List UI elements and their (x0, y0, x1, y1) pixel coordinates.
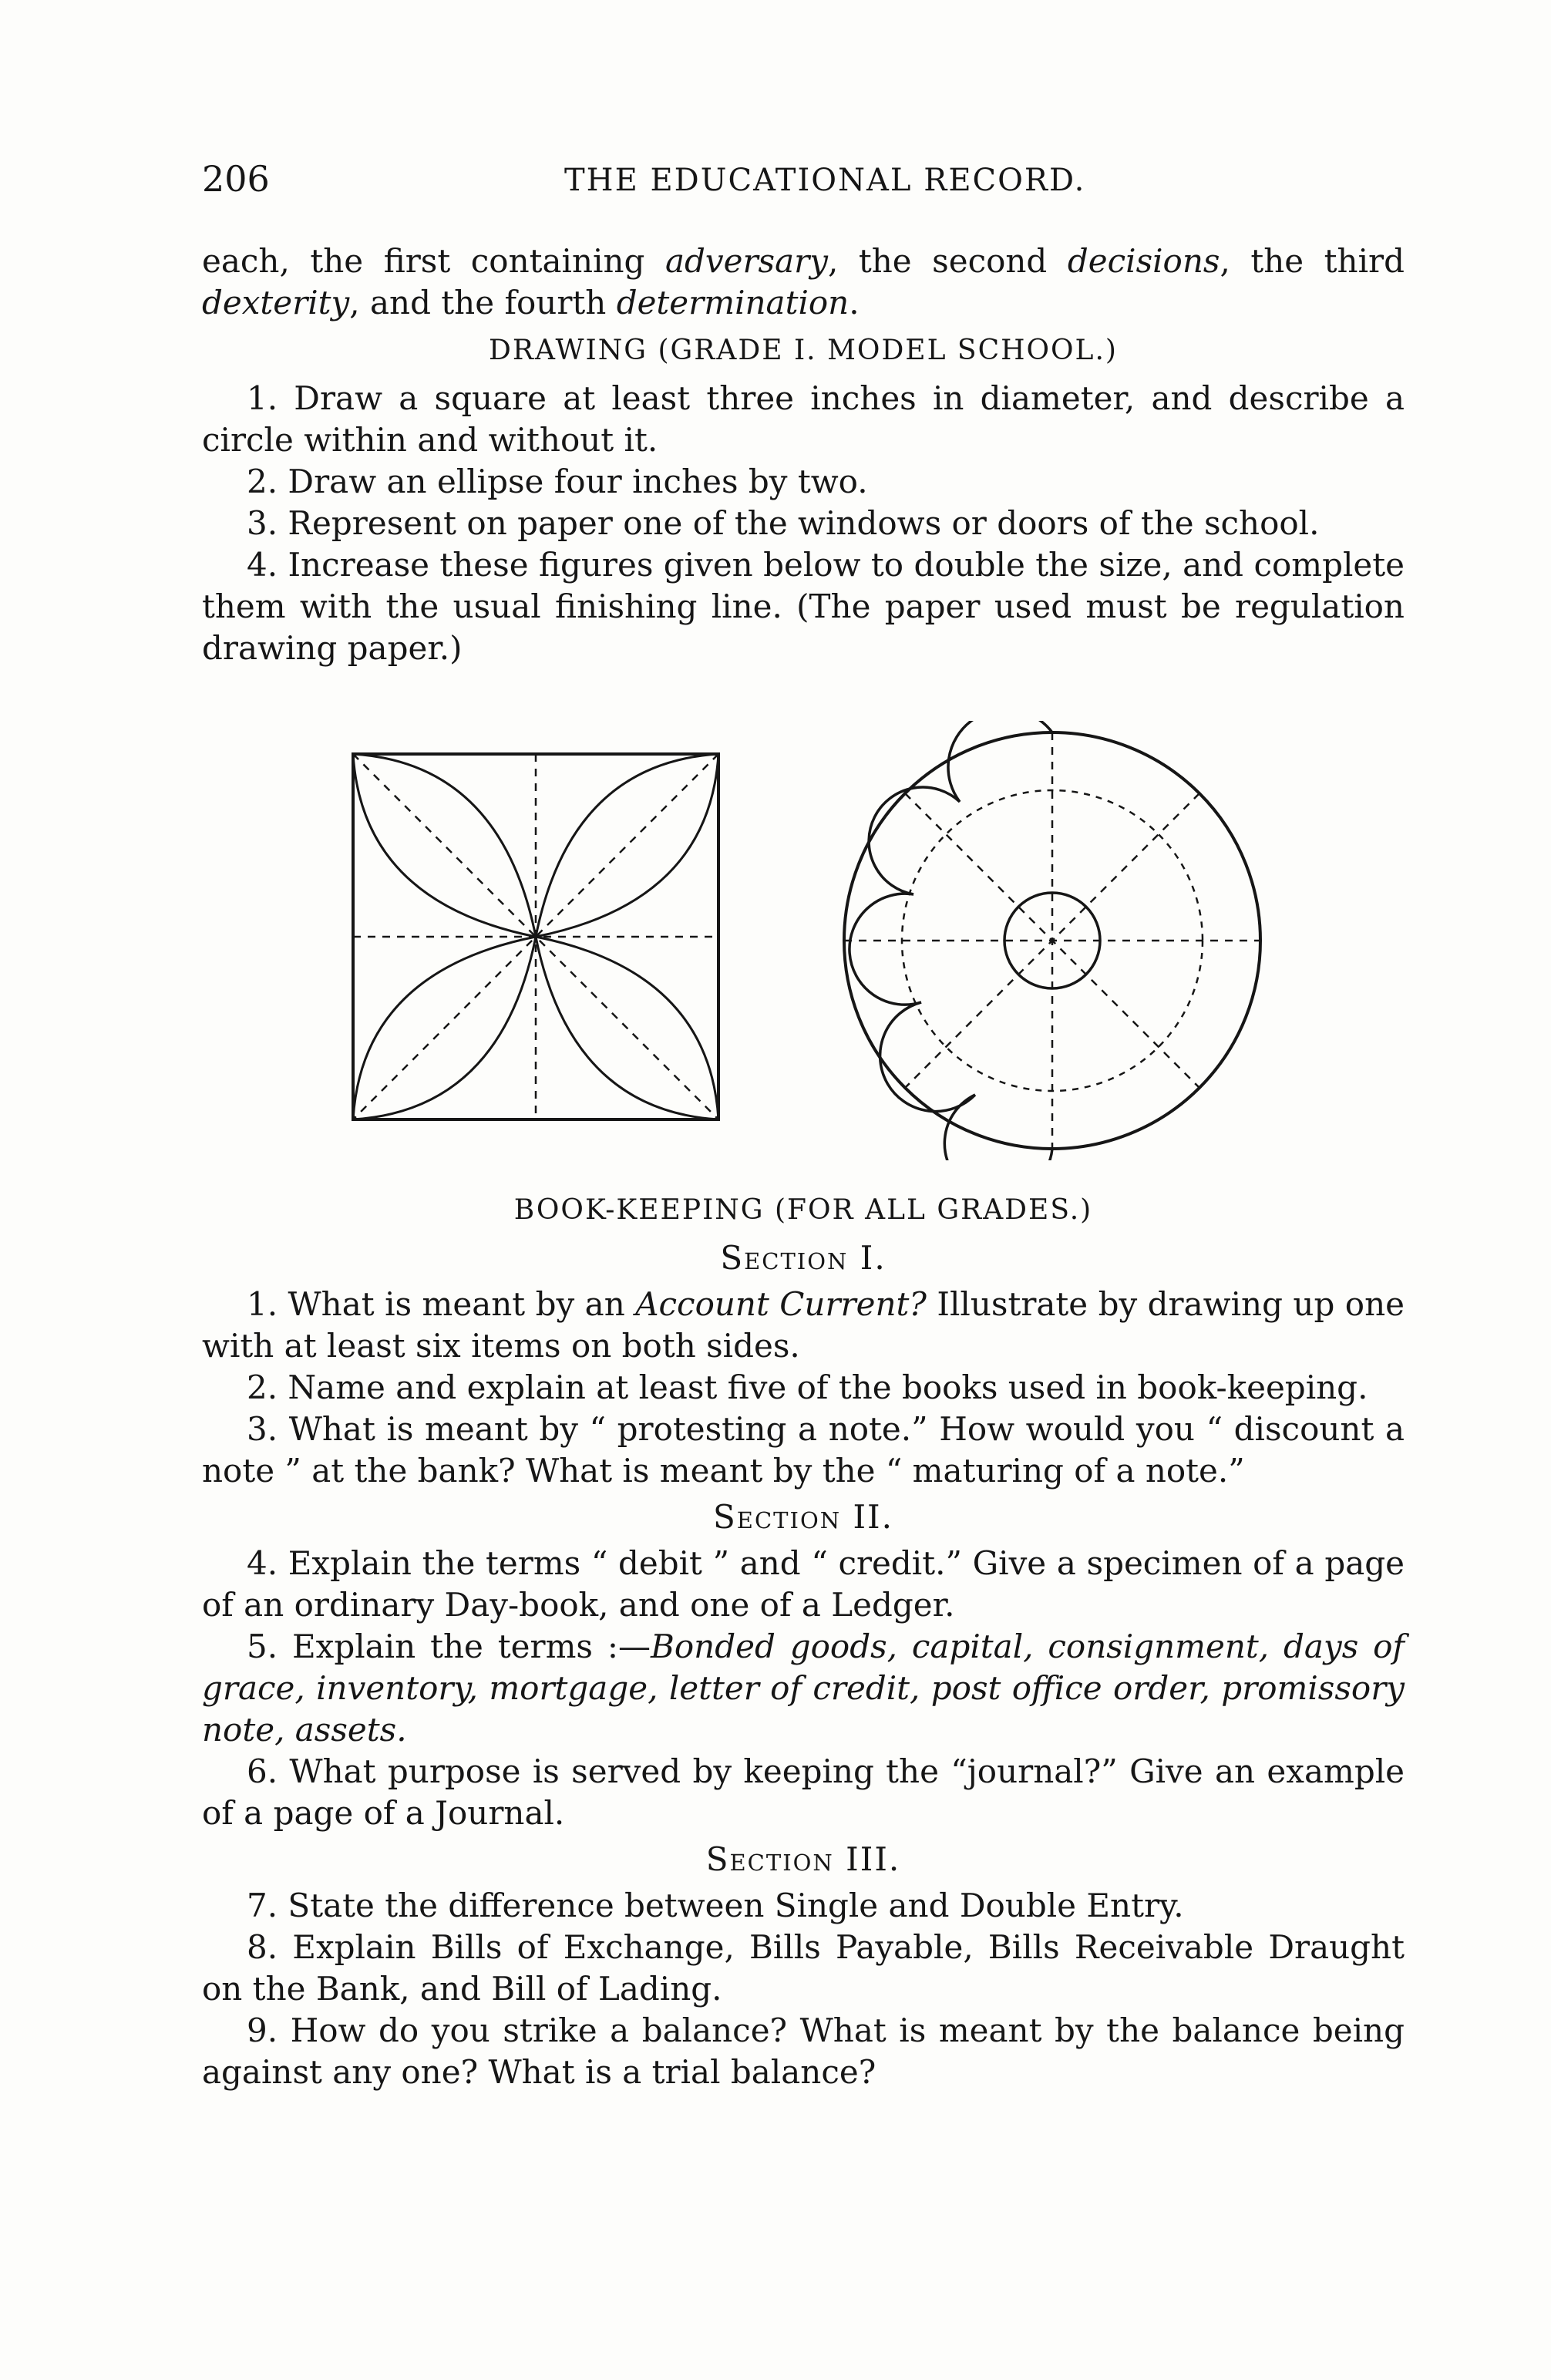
intro-paragraph: each, the first containing adversary, the second decisions, the third dexterity, and the fourth determination. (202, 242, 1405, 321)
bookkeeping-heading: BOOK-KEEPING (FOR ALL GRADES.) (513, 1194, 1093, 1226)
construction-lines (353, 754, 718, 1119)
question-5: 5. Explain the terms :—Bonded goods, capital, consignment, days of grace, inventory, mortgage, letter of credit, post office order, promissory note, assets. (202, 1628, 1405, 1749)
question-2: 2. Name and explain at least five of the books used in book-keeping. (247, 1368, 1368, 1406)
scallop-4 (880, 1002, 975, 1112)
scallop-2 (869, 787, 960, 894)
question-3: 3. What is meant by “ protesting a note.” How would you “ discount a note ” at the bank? What is meant by the “ maturing of a note.” (202, 1410, 1405, 1490)
bookkeeping-block (202, 1183, 1405, 2093)
page-number: 206 (202, 158, 270, 200)
question-4: 4. Explain the terms “ debit ” and “ credit.” Give a specimen of a page of an ordinary Day-book, and one of a Ledger. (202, 1544, 1405, 1624)
question-8: 8. Explain Bills of Exchange, Bills Payable, Bills Receivable Draught on the Bank, and Bill of Lading. (202, 1928, 1405, 2008)
question-1: 1. What is meant by an Account Current? Illustrate by drawing up one with at least six items on both sides. (202, 1285, 1405, 1365)
radial-lines (844, 732, 1260, 1149)
drawing-item-1: 1. Draw a square at least three inches in diameter, and describe a circle within and without it. (202, 379, 1405, 459)
section-1-heading: Section I. (720, 1239, 887, 1277)
section-3-heading: Section III. (705, 1840, 901, 1878)
leaf-top-left (353, 754, 536, 937)
drawing-item-2: 2. Draw an ellipse four inches by two. (247, 463, 868, 500)
question-6: 6. What purpose is served by keeping the “journal?” Give an example of a page of a Journal. (202, 1752, 1405, 1832)
question-7: 7. State the difference between Single and Double Entry. (247, 1887, 1184, 1924)
section-2-heading: Section II. (713, 1498, 893, 1536)
drawing-item-3: 3. Represent on paper one of the windows or doors of the school. (247, 504, 1320, 542)
journal-title: THE EDUCATIONAL RECORD. (564, 163, 1086, 198)
question-9: 9. How do you strike a balance? What is meant by the balance being against any one? What is a trial balance? (202, 2011, 1405, 2091)
drawing-heading: DRAWING (GRADE I. MODEL SCHOOL.) (489, 335, 1118, 366)
running-header (202, 158, 1405, 204)
upper-text-block (202, 241, 1405, 669)
square-leaf-figure (347, 748, 725, 1126)
leaf-top-right (536, 754, 718, 937)
circle-rosette-figure (829, 721, 1276, 1160)
drawing-item-4: 4. Increase these figures given below to double the size, and complete them with the usual finishing line. (The paper used must be regulation drawing paper.) (202, 546, 1405, 667)
